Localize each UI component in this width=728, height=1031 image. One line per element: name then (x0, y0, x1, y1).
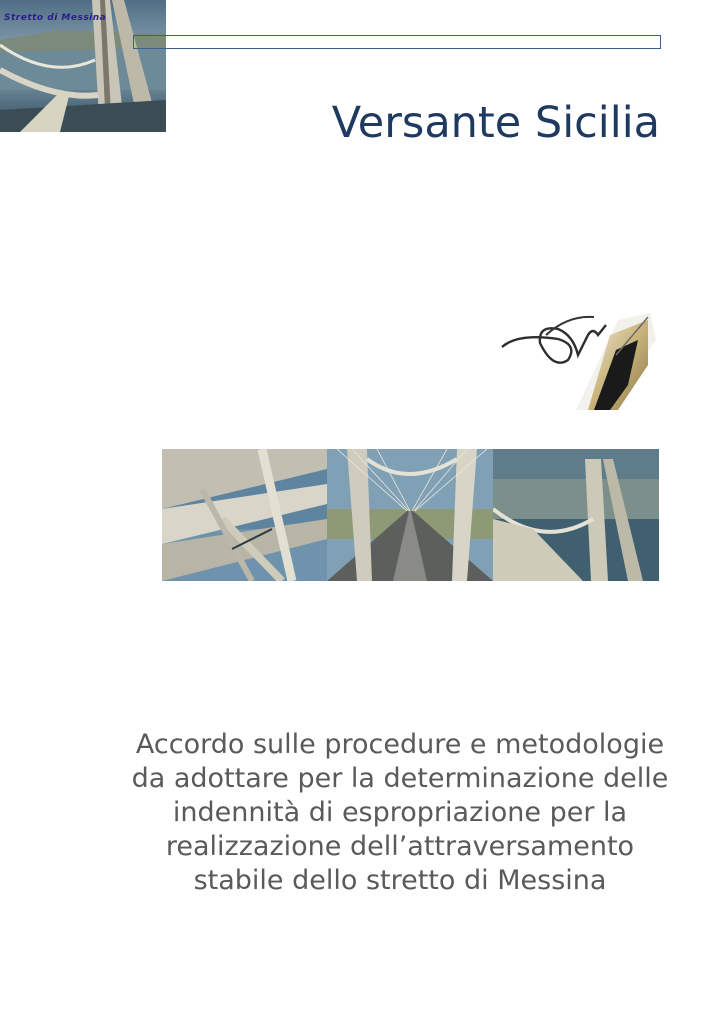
photo-strip (162, 449, 659, 581)
document-description: Accordo sulle procedure e metodologie da adottare per la determinazione delle indennità di espropriazione per la realizzazione dell’attraversamento stabile dello stretto di Messina (131, 729, 669, 896)
bridge-deck-road-photo (327, 449, 493, 581)
bridge-cables-detail-photo (162, 449, 327, 581)
signature-pen-image (498, 305, 658, 410)
bridge-tower-sea-photo (493, 449, 659, 581)
header-rule (133, 35, 661, 49)
page-title: Versante Sicilia (331, 98, 660, 148)
logo-text: Stretto di Messina (4, 13, 107, 23)
